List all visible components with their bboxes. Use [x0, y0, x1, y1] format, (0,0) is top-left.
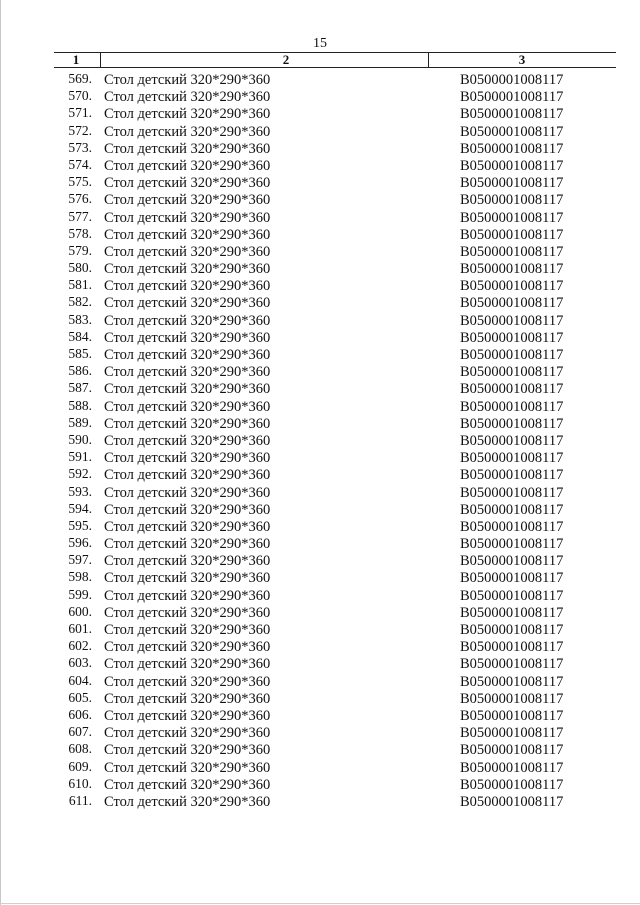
row-number: 609. — [68, 758, 92, 774]
item-name: Стол детский 320*290*360 — [104, 570, 271, 587]
row-number: 607. — [68, 724, 92, 740]
row-number: 571. — [68, 105, 92, 121]
item-name: Стол детский 320*290*360 — [104, 157, 271, 174]
item-code: В0500001008117 — [460, 570, 564, 587]
row-number: 610. — [68, 775, 92, 791]
item-code: В0500001008117 — [460, 278, 564, 295]
item-code: В0500001008117 — [460, 347, 564, 363]
table-row — [0, 72, 640, 89]
row-number: 593. — [68, 483, 92, 499]
item-code: В0500001008117 — [460, 209, 564, 226]
row-number: 584. — [68, 328, 92, 344]
item-code: В0500001008117 — [460, 673, 564, 690]
row-number: 575. — [68, 174, 92, 190]
item-name: Стол детский 320*290*360 — [104, 312, 271, 329]
item-name: Стол детский 320*290*360 — [104, 673, 271, 690]
item-name: Стол детский 320*290*360 — [104, 742, 271, 759]
item-code: В0500001008117 — [460, 381, 564, 398]
item-code: В0500001008117 — [460, 175, 564, 192]
row-number: 605. — [68, 689, 92, 705]
table-row — [0, 416, 640, 433]
item-name: Стол детский 320*290*360 — [104, 759, 271, 776]
table-row — [0, 777, 640, 794]
table-row — [0, 760, 640, 777]
item-name: Стол детский 320*290*360 — [104, 226, 271, 243]
item-code: В0500001008117 — [460, 707, 564, 724]
table-row — [0, 158, 640, 175]
item-name: Стол детский 320*290*360 — [104, 89, 271, 106]
table-row — [0, 519, 640, 536]
table-row — [0, 330, 640, 347]
item-code: В0500001008117 — [460, 656, 564, 673]
item-code: В0500001008117 — [460, 467, 564, 484]
item-name: Стол детский 320*290*360 — [104, 209, 271, 226]
item-code: В0500001008117 — [460, 226, 564, 243]
item-code: В0500001008117 — [460, 72, 564, 88]
item-name: Стол детский 320*290*360 — [104, 467, 271, 484]
item-code: В0500001008117 — [460, 690, 564, 707]
table-row — [0, 210, 640, 227]
item-name: Стол детский 320*290*360 — [104, 175, 271, 192]
row-number: 596. — [68, 535, 92, 551]
item-name: Стол детский 320*290*360 — [104, 140, 271, 157]
item-code: В0500001008117 — [460, 587, 564, 604]
table-row — [0, 399, 640, 416]
row-number: 577. — [68, 208, 92, 224]
item-name: Стол детский 320*290*360 — [104, 690, 271, 707]
row-number: 594. — [68, 500, 92, 516]
item-name: Стол детский 320*290*360 — [104, 793, 271, 810]
table-row — [0, 106, 640, 123]
table-row — [0, 227, 640, 244]
item-name: Стол детский 320*290*360 — [104, 707, 271, 724]
item-name: Стол детский 320*290*360 — [104, 518, 271, 535]
item-code: В0500001008117 — [460, 484, 564, 501]
table-row — [0, 570, 640, 587]
item-name: Стол детский 320*290*360 — [104, 398, 271, 415]
item-code: В0500001008117 — [460, 364, 564, 381]
scan-bottom-edge — [0, 903, 640, 904]
table-row — [0, 588, 640, 605]
item-name: Стол детский 320*290*360 — [104, 553, 271, 570]
item-name: Стол детский 320*290*360 — [104, 484, 271, 501]
table-row — [0, 192, 640, 209]
item-code: В0500001008117 — [460, 518, 564, 535]
item-code: В0500001008117 — [460, 604, 564, 621]
row-number: 579. — [68, 242, 92, 258]
table-row — [0, 485, 640, 502]
row-number: 585. — [68, 346, 92, 361]
item-code: В0500001008117 — [460, 89, 564, 106]
row-number: 581. — [68, 277, 92, 293]
row-number: 597. — [68, 552, 92, 568]
item-name: Стол детский 320*290*360 — [104, 639, 271, 656]
row-number: 599. — [68, 586, 92, 602]
item-name: Стол детский 320*290*360 — [104, 587, 271, 604]
item-name: Стол детский 320*290*360 — [104, 347, 271, 363]
table-row — [0, 674, 640, 691]
item-name: Стол детский 320*290*360 — [104, 123, 271, 140]
item-code: В0500001008117 — [460, 398, 564, 415]
row-number: 592. — [68, 466, 92, 482]
item-code: В0500001008117 — [460, 776, 564, 793]
row-number: 572. — [68, 122, 92, 138]
item-name: Стол детский 320*290*360 — [104, 261, 271, 278]
item-name: Стол детский 320*290*360 — [104, 776, 271, 793]
row-number: 604. — [68, 672, 92, 688]
row-number: 602. — [68, 638, 92, 654]
item-name: Стол детский 320*290*360 — [104, 432, 271, 449]
item-name: Стол детский 320*290*360 — [104, 278, 271, 295]
item-name: Стол детский 320*290*360 — [104, 106, 271, 123]
row-number: 576. — [68, 191, 92, 207]
item-name: Стол детский 320*290*360 — [104, 329, 271, 346]
item-name: Стол детский 320*290*360 — [104, 622, 271, 638]
table-row — [0, 691, 640, 708]
row-number: 578. — [68, 225, 92, 241]
item-code: В0500001008117 — [460, 501, 564, 518]
item-code: В0500001008117 — [460, 622, 564, 638]
item-code: В0500001008117 — [460, 639, 564, 656]
table-row — [0, 725, 640, 742]
row-number: 606. — [68, 706, 92, 722]
item-name: Стол детский 320*290*360 — [104, 604, 271, 621]
table-row — [0, 175, 640, 192]
table-row — [0, 639, 640, 656]
table-row — [0, 794, 640, 811]
item-name: Стол детский 320*290*360 — [104, 501, 271, 518]
table-row — [0, 450, 640, 467]
item-code: В0500001008117 — [460, 432, 564, 449]
table-row — [0, 502, 640, 519]
table-row — [0, 295, 640, 312]
item-code: В0500001008117 — [460, 295, 564, 312]
item-name: Стол детский 320*290*360 — [104, 450, 271, 467]
item-code: В0500001008117 — [460, 243, 564, 260]
table-row — [0, 124, 640, 141]
row-number: 570. — [68, 88, 92, 104]
row-number: 611. — [68, 792, 92, 808]
table-row — [0, 244, 640, 261]
row-number: 573. — [68, 139, 92, 155]
table-row — [0, 553, 640, 570]
item-code: В0500001008117 — [460, 192, 564, 209]
table-row — [0, 742, 640, 759]
item-name: Стол детский 320*290*360 — [104, 656, 271, 673]
item-code: В0500001008117 — [460, 157, 564, 174]
row-number: 582. — [68, 294, 92, 310]
row-number: 598. — [68, 569, 92, 585]
item-name: Стол детский 320*290*360 — [104, 381, 271, 398]
table-row — [0, 656, 640, 673]
table-row — [0, 622, 640, 639]
table-row — [0, 89, 640, 106]
row-number: 595. — [68, 517, 92, 533]
table-row — [0, 467, 640, 484]
row-number: 580. — [68, 260, 92, 276]
item-name: Стол детский 320*290*360 — [104, 536, 271, 553]
item-name: Стол детский 320*290*360 — [104, 192, 271, 209]
header-col-1: 1 — [72, 52, 80, 67]
item-name: Стол детский 320*290*360 — [104, 725, 271, 742]
item-code: В0500001008117 — [460, 742, 564, 759]
item-code: В0500001008117 — [460, 312, 564, 329]
table-row — [0, 261, 640, 278]
item-name: Стол детский 320*290*360 — [104, 295, 271, 312]
item-name: Стол детский 320*290*360 — [104, 72, 271, 88]
item-code: В0500001008117 — [460, 725, 564, 742]
table-row — [0, 278, 640, 295]
table-body — [0, 72, 640, 811]
item-code: В0500001008117 — [460, 450, 564, 467]
row-number: 583. — [68, 311, 92, 327]
row-number: 574. — [68, 156, 92, 172]
row-number: 591. — [68, 449, 92, 465]
item-name: Стол детский 320*290*360 — [104, 415, 271, 432]
row-number: 603. — [68, 655, 92, 671]
item-code: В0500001008117 — [460, 415, 564, 432]
table-row — [0, 708, 640, 725]
table-row — [0, 433, 640, 450]
table-header — [54, 52, 616, 68]
table-row — [0, 364, 640, 381]
row-number: 600. — [68, 603, 92, 619]
item-code: В0500001008117 — [460, 793, 564, 810]
row-number: 608. — [68, 741, 92, 757]
item-name: Стол детский 320*290*360 — [104, 364, 271, 381]
table-row — [0, 605, 640, 622]
item-code: В0500001008117 — [460, 106, 564, 123]
item-code: В0500001008117 — [460, 553, 564, 570]
row-number: 601. — [68, 621, 92, 636]
row-number: 589. — [68, 414, 92, 430]
item-code: В0500001008117 — [460, 123, 564, 140]
page-number: 15 — [313, 36, 327, 51]
table-row — [0, 313, 640, 330]
row-number: 586. — [68, 363, 92, 379]
table-row — [0, 381, 640, 398]
item-code: В0500001008117 — [460, 140, 564, 157]
item-name: Стол детский 320*290*360 — [104, 243, 271, 260]
header-col-2: 2 — [282, 52, 290, 67]
row-number: 588. — [68, 397, 92, 413]
item-code: В0500001008117 — [460, 536, 564, 553]
row-number: 569. — [68, 71, 92, 86]
table-row — [0, 141, 640, 158]
row-number: 590. — [68, 431, 92, 447]
row-number: 587. — [68, 380, 92, 396]
table-row — [0, 347, 640, 364]
item-code: В0500001008117 — [460, 329, 564, 346]
header-col-3: 3 — [518, 52, 526, 67]
table-row — [0, 536, 640, 553]
item-code: В0500001008117 — [460, 759, 564, 776]
item-code: В0500001008117 — [460, 261, 564, 278]
